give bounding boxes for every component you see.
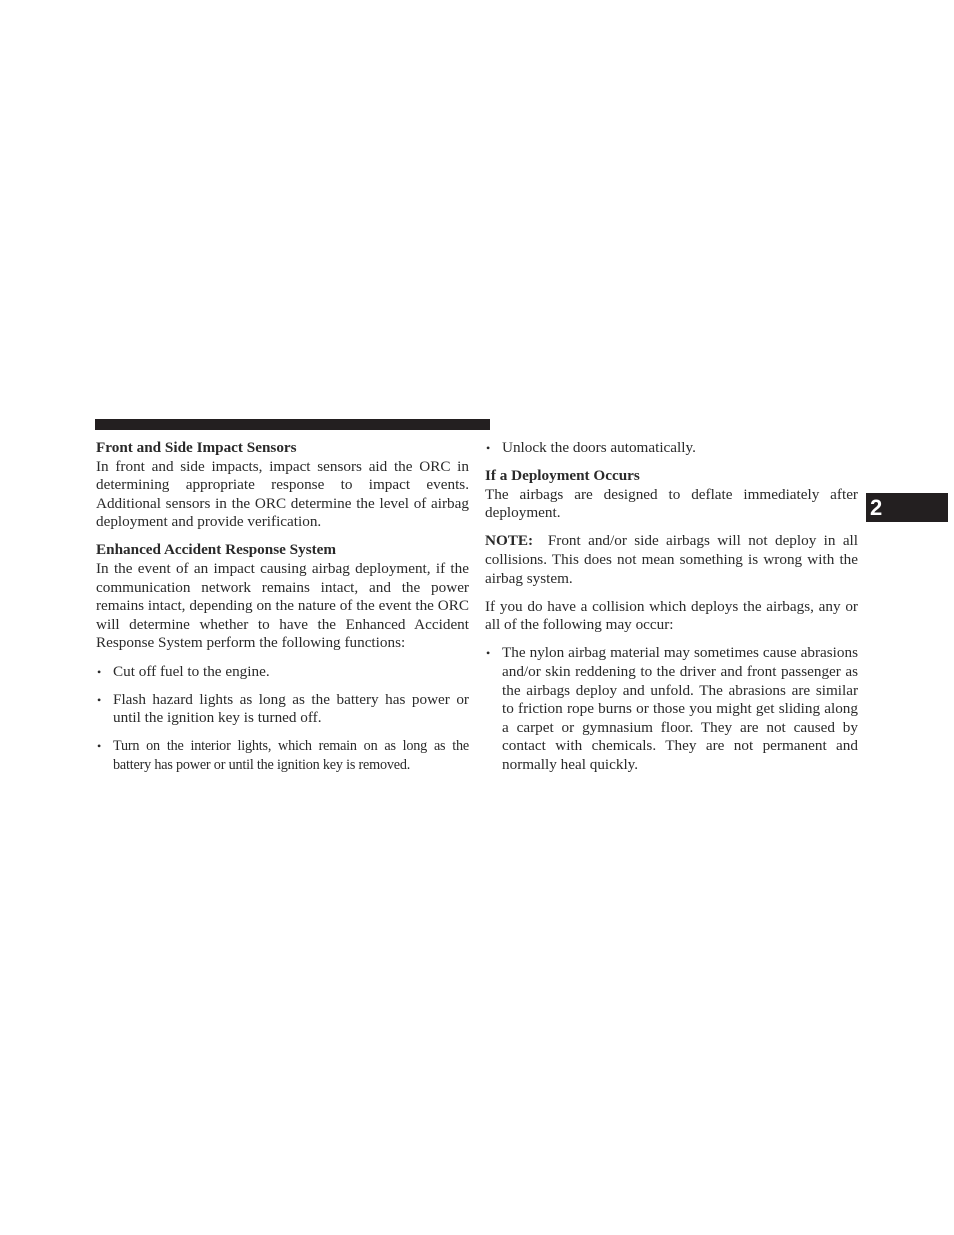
bullet-icon: • bbox=[97, 739, 102, 754]
chapter-tab bbox=[866, 493, 948, 522]
list-item bbox=[96, 663, 469, 682]
section-top-rule bbox=[95, 419, 490, 430]
unlock-doors-list bbox=[485, 439, 858, 458]
deployment-occurs-body: The airbags are designed to deflate immediately after deployment. bbox=[485, 485, 858, 522]
chapter-number: 2 bbox=[870, 495, 883, 520]
front-side-impact-sensors-body: In front and side impacts, impact sensors aid the ORC in determining appropriate response to impact events. Additional sensors in the ORC determine the level of airbag deployment and provide verification. bbox=[96, 457, 469, 531]
deployment-occurs-heading: If a Deployment Occurs bbox=[485, 467, 640, 485]
list-item-text: Flash hazard lights as long as the battery has power or until the ignition key is turned off. bbox=[113, 690, 469, 727]
list-item-text: Turn on the interior lights, which remain on as long as the battery has power or until the ignition key is removed. bbox=[113, 738, 469, 773]
bullet-icon: • bbox=[97, 692, 102, 707]
list-item bbox=[96, 691, 469, 728]
collision-effects-list bbox=[485, 644, 858, 774]
right-column bbox=[485, 439, 858, 775]
list-item bbox=[96, 737, 469, 774]
list-item-text: Unlock the doors automatically. bbox=[502, 439, 696, 456]
list-item bbox=[485, 644, 858, 774]
list-item-text: Cut off fuel to the engine. bbox=[113, 662, 270, 680]
bullet-icon: • bbox=[97, 664, 102, 679]
note-label: NOTE: bbox=[485, 532, 534, 550]
note-text: Front and/or side airbags will not deploy in all collisions. This does not mean something is wrong with the airbag system. bbox=[485, 532, 858, 587]
enhanced-accident-response-body: In the event of an impact causing airbag deployment, if the communication network remains intact, and the power remains intact, depending on the nature of the event the ORC will determine whether to have the Enhanced Accident Response System perform the following functions: bbox=[96, 560, 469, 652]
response-functions-list bbox=[96, 663, 469, 775]
collision-intro: If you do have a collision which deploys the airbags, any or all of the following may occur: bbox=[485, 597, 858, 634]
enhanced-accident-response-heading: Enhanced Accident Response System bbox=[96, 541, 337, 559]
left-column bbox=[96, 439, 469, 775]
list-item bbox=[485, 439, 858, 458]
bullet-icon: • bbox=[486, 441, 491, 455]
note-paragraph bbox=[485, 532, 858, 588]
front-side-impact-sensors-heading: Front and Side Impact Sensors bbox=[96, 439, 297, 456]
list-item-text: The nylon airbag material may sometimes cause abrasions and/or skin reddening to the driver and front passenger as the airbags deploy and unfold. The abrasions are similar to friction rope burns or those you might get sliding along a carpet or gymnasium floor. They are not caused by contact with chemicals. They are not permanent and normally heal quickly. bbox=[502, 644, 858, 773]
bullet-icon: • bbox=[486, 646, 491, 661]
